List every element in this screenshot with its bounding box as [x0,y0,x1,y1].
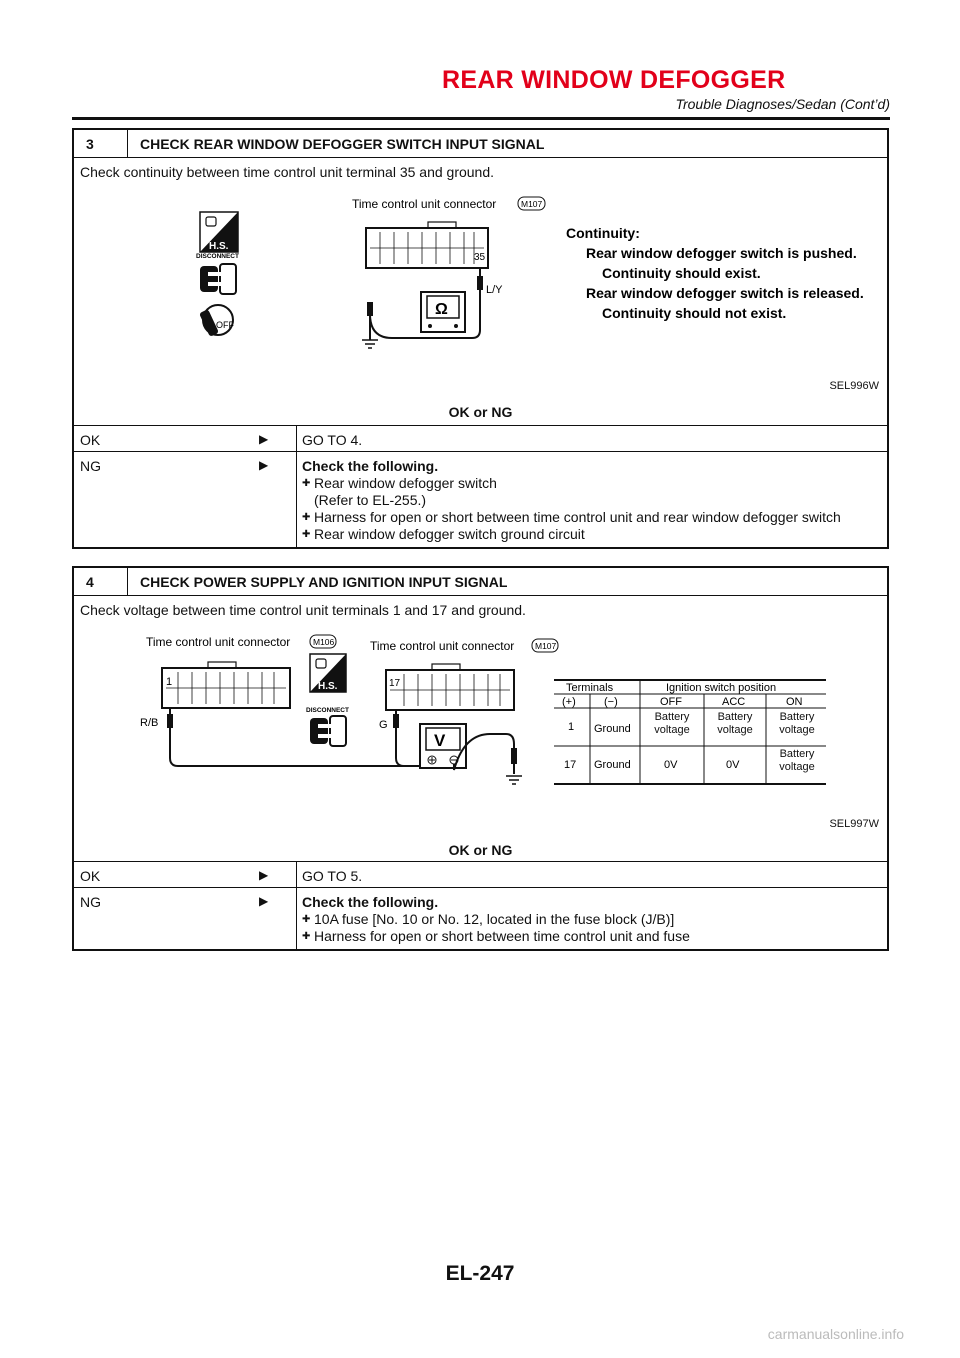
terminal-35: 35 [474,252,486,263]
figure-code: SEL996W [829,380,879,392]
step-title: CHECK REAR WINDOW DEFOGGER SWITCH INPUT SIGNAL [140,136,545,152]
connector1-id: M106 [313,637,335,647]
ok-label: OK [80,868,101,884]
table-cell: 1 [568,721,575,733]
voltage-table [554,680,826,784]
voltmeter-icon [420,724,466,768]
continuity-spec [566,225,864,321]
header-rule [72,117,890,120]
off-label: OFF [216,320,234,330]
ng-heading: Check the following. [302,458,439,474]
step-3-ng-row [74,451,887,547]
table-cell: Battery voltage [779,748,815,773]
hs-label: H.S. [318,681,338,692]
spec-line: Continuity should exist. [602,265,761,281]
step-number: 3 [74,130,128,157]
column-divider [296,426,297,451]
table-header-minus: (−) [604,696,618,708]
volt-symbol: V [434,731,446,750]
ok-result: GO TO 4. [302,432,363,448]
ok-result: GO TO 5. [302,868,363,884]
table-cell: Battery voltage [717,711,753,736]
figure-code: SEL997W [829,818,879,830]
ng-item: ✚ 10A fuse [No. 10 or No. 12, located in the fuse block (J/B)] [302,911,881,928]
page-title: REAR WINDOW DEFOGGER [442,66,786,94]
hs-label: H.S. [209,241,229,252]
step-3-body [74,157,887,425]
spec-line: Rear window defogger switch is released. [586,285,864,301]
step-4-ok-row [74,861,887,887]
table-cell: Battery voltage [779,711,815,736]
page-subtitle: Trouble Diagnoses/Sedan (Cont’d) [675,96,890,112]
table-cell: Battery voltage [654,711,690,736]
step-3-box [72,128,889,549]
step-title: CHECK POWER SUPPLY AND IGNITION INPUT SIGNAL [140,574,508,590]
ignition-off-icon [199,305,235,337]
connector2-id: M107 [535,641,557,651]
disconnect-label: DISCONNECT [306,707,349,714]
spec-line: Rear window defogger switch is pushed. [586,245,857,261]
table-cell: 0V [726,759,740,771]
connector2-label: Time control unit connector [370,639,515,653]
connector-id: M107 [521,199,543,209]
wire-rb: R/B [140,717,159,729]
ng-item-note: (Refer to EL-255.) [314,492,427,508]
table-header-plus: (+) [562,696,576,708]
page-number: EL-247 [445,1262,515,1285]
ohmmeter-icon [421,292,465,332]
wire-color: L/Y [486,284,503,296]
table-cell: Ground [594,759,631,771]
connector1-label: Time control unit connector [146,635,291,649]
ng-result [302,894,881,945]
table-header-position: Ignition switch position [666,682,777,694]
table-cell: 17 [564,759,577,771]
table-cell: Ground [594,723,631,735]
step-4-body [74,595,887,861]
step-4-box [72,566,889,951]
table-cell-wrap [642,711,702,745]
table-cell: 0V [664,759,678,771]
wire-g: G [379,719,388,731]
column-divider [296,452,297,547]
disconnect-label: DISCONNECT [196,253,239,260]
ng-item: ✚ Harness for open or short between time control unit and fuse [302,928,881,945]
hs-icon [310,654,346,692]
column-divider [296,862,297,887]
table-header-on: ON [786,696,803,708]
ng-label: NG [80,894,101,910]
column-divider [296,888,297,949]
terminal-17: 17 [389,678,401,689]
step-3-header [74,130,887,157]
table-header-acc: ACC [722,696,746,708]
step-3-figure [174,196,874,396]
ng-label: NG [80,458,101,474]
ng-result [302,458,881,543]
disconnect-icon [196,253,239,294]
ok-or-ng-label: OK or NG [448,842,513,858]
step-4-figure [134,634,874,814]
step-4-header [74,568,887,595]
step-3-ok-row [74,425,887,451]
table-header-off: OFF [660,696,682,708]
arrow-icon: ▶ [259,894,269,908]
step-instruction: Check voltage between time control unit terminals 1 and 17 and ground. [80,602,526,618]
ok-or-ng-label: OK or NG [448,404,513,420]
table-header-terminals: Terminals [566,682,614,694]
ng-item: ✚ Rear window defogger switch ground circuit [302,526,881,543]
arrow-icon: ▶ [259,458,269,472]
table-cell-wrap [768,711,826,745]
step-instruction: Check continuity between time control unit terminal 35 and ground. [80,164,495,180]
ng-item: ✚ Rear window defogger switch [302,475,881,492]
ng-heading: Check the following. [302,894,439,910]
connector-m107 [386,664,514,710]
spec-heading: Continuity: [566,225,640,241]
step-number: 4 [74,568,128,595]
ohm-symbol: Ω [435,301,448,318]
connector-m107 [366,222,488,268]
connector-label: Time control unit connector [352,197,497,211]
watermark: carmanualsonline.info [767,1326,904,1342]
connector-m106 [162,662,290,708]
ok-label: OK [80,432,101,448]
disconnect-icon [306,707,349,746]
terminal-1: 1 [166,676,173,688]
arrow-icon: ▶ [259,432,269,446]
table-cell-wrap [706,711,764,745]
arrow-icon: ▶ [259,868,269,882]
step-4-ng-row [74,887,887,949]
spec-line: Continuity should not exist. [602,305,787,321]
table-cell-wrap [768,748,826,782]
hs-icon [200,212,238,252]
ng-item: ✚ Harness for open or short between time control unit and rear window defogger switch [302,509,881,526]
